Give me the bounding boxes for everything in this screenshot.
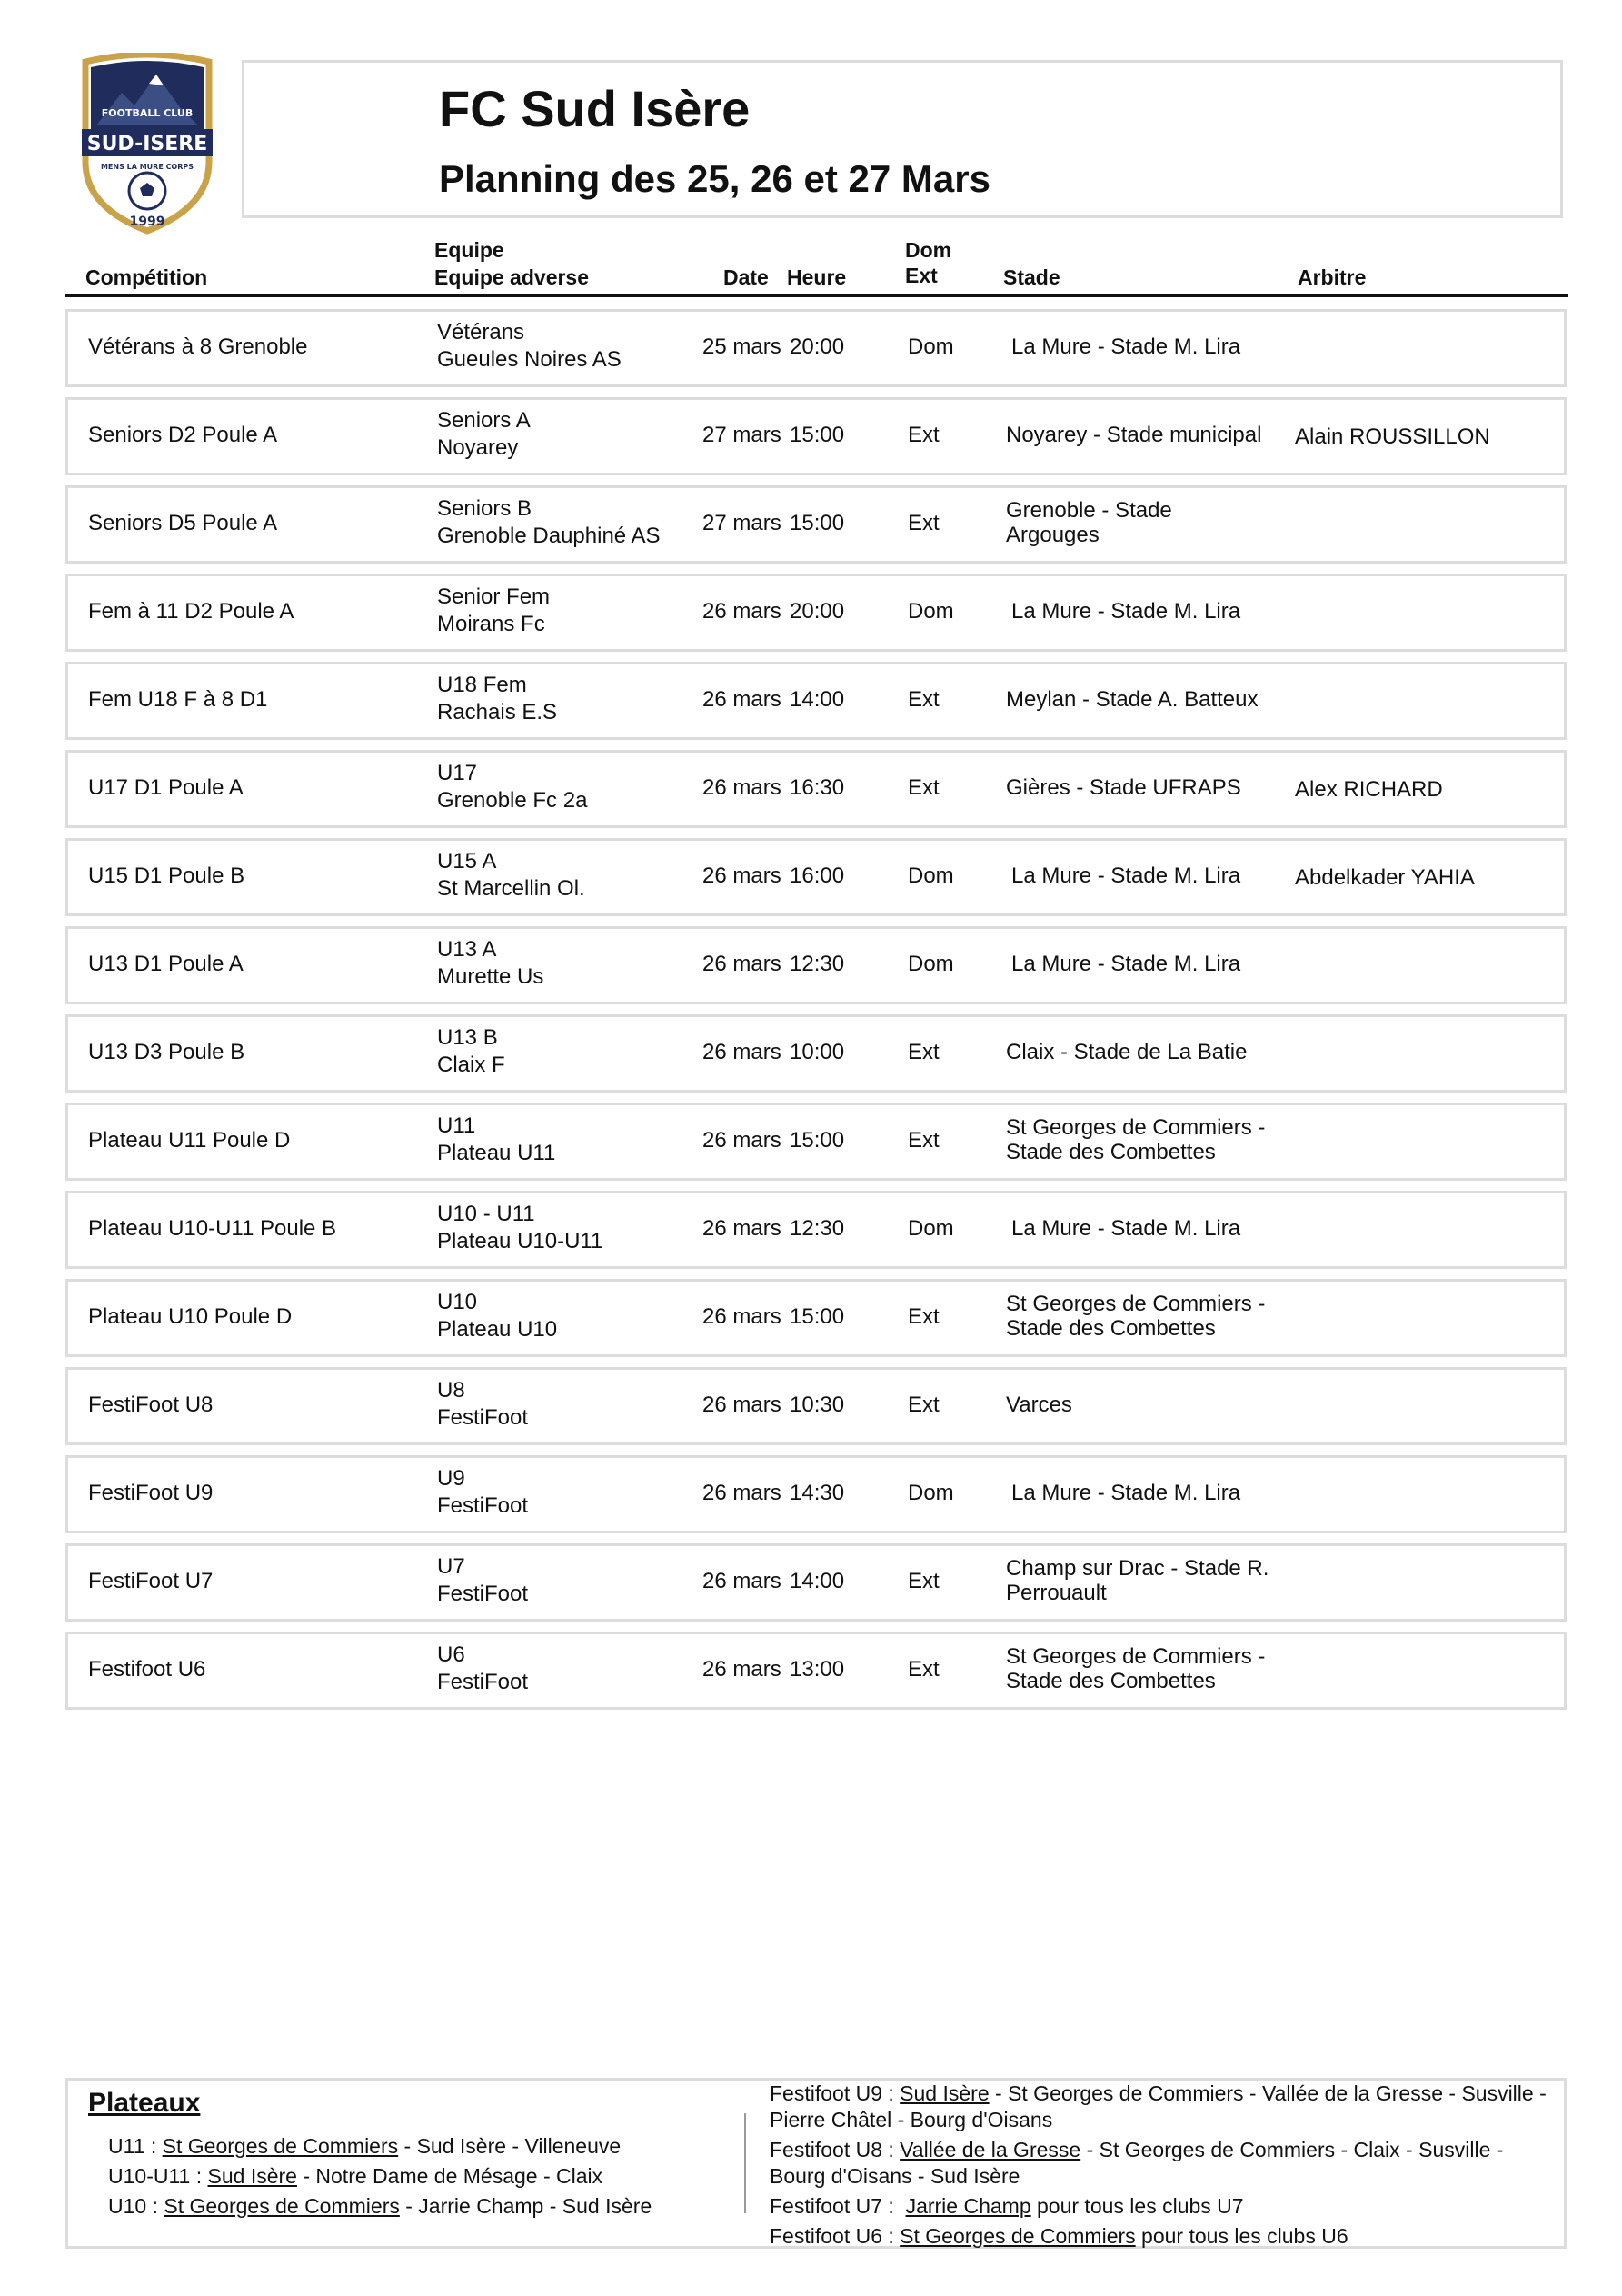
- team-cell: [437, 760, 587, 814]
- competition-cell: Fem à 11 D2 Poule A: [88, 599, 294, 624]
- time-cell: 15:00: [790, 423, 845, 447]
- team-cell: [437, 1024, 505, 1079]
- plateau-entry: [108, 2131, 652, 2161]
- team-name: U9: [437, 1466, 465, 1491]
- home-away-cell: Dom: [908, 863, 954, 888]
- page-title: FC Sud Isère: [439, 80, 751, 137]
- team-cell: [437, 672, 557, 726]
- team-cell: [437, 848, 585, 903]
- stadium-cell: Varces: [1006, 1393, 1072, 1417]
- plateaux-left-list: [108, 2131, 652, 2221]
- club-logo: [78, 53, 216, 235]
- festifoot-entry: [770, 2137, 1551, 2190]
- opponent-name: Plateau U10: [437, 1317, 558, 1342]
- table-row: [65, 838, 1567, 916]
- competition-cell: Plateau U11 Poule D: [88, 1128, 291, 1153]
- plateau-category: U10 :: [108, 2194, 164, 2218]
- referee-cell: Alex RICHARD: [1295, 777, 1443, 802]
- stadium-cell: [1006, 1644, 1265, 1693]
- team-cell: [437, 1553, 528, 1608]
- stadium-cell: La Mure - Stade M. Lira: [1011, 1216, 1241, 1241]
- logo-towns: MENS LA MURE CORPS: [100, 163, 194, 171]
- stadium-cell: [1006, 1115, 1265, 1164]
- festifoot-clubs: - St Georges de Commiers - Claix - Susville - Bourg d'Oisans - Sud Isère: [770, 2138, 1504, 2188]
- date-cell: 26 mars: [702, 1569, 781, 1593]
- date-cell: 27 mars: [702, 511, 781, 535]
- home-away-cell: Ext: [908, 687, 940, 712]
- date-cell: 26 mars: [702, 1481, 781, 1505]
- time-cell: 16:00: [790, 863, 845, 888]
- stadium-cell: Claix - Stade de La Batie: [1006, 1040, 1248, 1064]
- team-cell: [437, 319, 622, 374]
- stadium-line: St Georges de Commiers -: [1006, 1292, 1266, 1316]
- stadium-line: Perrouault: [1006, 1581, 1107, 1605]
- table-row: [65, 1455, 1567, 1533]
- team-name: U8: [437, 1378, 465, 1403]
- plateau-host: Sud Isère: [207, 2164, 297, 2188]
- time-cell: 12:30: [790, 952, 845, 976]
- festifoot-host: St Georges de Commiers: [900, 2224, 1136, 2248]
- date-cell: 26 mars: [702, 599, 781, 624]
- stadium-line: Champ sur Drac - Stade R.: [1006, 1556, 1269, 1581]
- opponent-name: Plateau U11: [437, 1141, 556, 1165]
- competition-cell: FestiFoot U9: [88, 1481, 214, 1505]
- table-row: [65, 485, 1567, 564]
- stadium-line: Grenoble - Stade: [1006, 498, 1172, 523]
- festifoot-entry: [770, 2223, 1551, 2250]
- opponent-name: Claix F: [437, 1053, 505, 1077]
- date-cell: 26 mars: [702, 1128, 781, 1153]
- festifoot-clubs: pour tous les clubs U6: [1135, 2224, 1348, 2248]
- stadium-line: St Georges de Commiers -: [1006, 1115, 1266, 1140]
- page-subtitle: Planning des 25, 26 et 27 Mars: [439, 157, 990, 200]
- col-dom: Dom: [905, 238, 952, 262]
- team-name: U10 - U11: [437, 1202, 535, 1226]
- team-name: U6: [437, 1642, 465, 1667]
- date-cell: 27 mars: [702, 423, 781, 447]
- home-away-cell: Dom: [908, 1216, 954, 1241]
- stadium-cell: Noyarey - Stade municipal: [1006, 423, 1262, 447]
- opponent-name: FestiFoot: [437, 1582, 529, 1606]
- date-cell: 26 mars: [702, 1393, 781, 1417]
- stadium-cell: La Mure - Stade M. Lira: [1011, 952, 1241, 976]
- team-name: Senior Fem: [437, 584, 551, 609]
- opponent-name: Plateau U10-U11: [437, 1229, 603, 1253]
- time-cell: 12:30: [790, 1216, 845, 1241]
- plateau-clubs: - Notre Dame de Mésage - Claix: [296, 2164, 603, 2188]
- stadium-line: Stade des Combettes: [1006, 1140, 1216, 1164]
- table-row: [65, 397, 1567, 475]
- home-away-cell: Dom: [908, 1481, 954, 1505]
- time-cell: 13:00: [790, 1657, 845, 1682]
- competition-cell: Seniors D2 Poule A: [88, 423, 278, 447]
- stadium-cell: [1006, 1292, 1265, 1341]
- col-equipe-adverse: Equipe adverse: [434, 265, 590, 289]
- stadium-line: Stade des Combettes: [1006, 1669, 1216, 1693]
- team-cell: [437, 1377, 528, 1432]
- table-row: [65, 1014, 1567, 1093]
- date-cell: 26 mars: [702, 952, 781, 976]
- plateaux-right-list: [770, 2081, 1551, 2253]
- date-cell: 26 mars: [702, 1216, 781, 1241]
- col-stade: Stade: [1003, 265, 1060, 289]
- team-cell: [437, 1465, 528, 1520]
- stadium-line: Stade des Combettes: [1006, 1316, 1216, 1341]
- team-name: U17: [437, 761, 478, 785]
- team-name: Seniors A: [437, 408, 531, 433]
- competition-cell: U13 D3 Poule B: [88, 1040, 245, 1064]
- table-row: [65, 1632, 1567, 1710]
- opponent-name: St Marcellin Ol.: [437, 876, 585, 901]
- title-box: [242, 60, 1563, 218]
- col-ext: Ext: [905, 264, 938, 287]
- plateau-host: St Georges de Commiers: [164, 2194, 400, 2218]
- time-cell: 14:30: [790, 1481, 845, 1505]
- team-name: U13 B: [437, 1025, 498, 1050]
- home-away-cell: Ext: [908, 1569, 940, 1593]
- competition-cell: Festifoot U6: [88, 1657, 206, 1682]
- col-competition: Compétition: [85, 265, 208, 289]
- table-row: [65, 662, 1567, 740]
- stadium-line: St Georges de Commiers -: [1006, 1644, 1266, 1669]
- opponent-name: Grenoble Dauphiné AS: [437, 524, 661, 548]
- table-row: [65, 574, 1567, 652]
- referee-cell: Abdelkader YAHIA: [1295, 865, 1475, 890]
- team-name: Vétérans: [437, 320, 525, 344]
- time-cell: 10:00: [790, 1040, 845, 1064]
- festifoot-host: Vallée de la Gresse: [900, 2138, 1081, 2161]
- competition-cell: FestiFoot U7: [88, 1569, 214, 1593]
- team-name: U15 A: [437, 849, 497, 873]
- table-row: [65, 750, 1567, 828]
- plateaux-box: [65, 2078, 1567, 2249]
- festifoot-category: Festifoot U6 :: [770, 2224, 901, 2248]
- opponent-name: Grenoble Fc 2a: [437, 788, 588, 813]
- home-away-cell: Ext: [908, 1040, 940, 1064]
- col-equipe: Equipe: [434, 238, 504, 262]
- col-heure: Heure: [787, 265, 847, 289]
- time-cell: 15:00: [790, 511, 845, 535]
- team-cell: [437, 584, 550, 638]
- opponent-name: Gueules Noires AS: [437, 347, 622, 372]
- home-away-cell: Ext: [908, 423, 940, 447]
- team-cell: [437, 1201, 602, 1255]
- stadium-cell: La Mure - Stade M. Lira: [1011, 334, 1241, 359]
- team-name: U10: [437, 1290, 478, 1314]
- home-away-cell: Ext: [908, 775, 940, 800]
- table-row: [65, 309, 1567, 387]
- table-row: [65, 926, 1567, 1004]
- team-name: U7: [437, 1554, 465, 1579]
- stadium-cell: [1006, 498, 1172, 547]
- table-row: [65, 1191, 1567, 1269]
- opponent-name: FestiFoot: [437, 1405, 529, 1430]
- plateaux-divider: [744, 2113, 746, 2213]
- competition-cell: Plateau U10-U11 Poule B: [88, 1216, 337, 1241]
- time-cell: 15:00: [790, 1304, 845, 1329]
- time-cell: 20:00: [790, 334, 845, 359]
- date-cell: 25 mars: [702, 334, 781, 359]
- stadium-cell: Meylan - Stade A. Batteux: [1006, 687, 1259, 712]
- festifoot-category: Festifoot U7 :: [770, 2194, 906, 2218]
- competition-cell: Plateau U10 Poule D: [88, 1304, 293, 1329]
- time-cell: 15:00: [790, 1128, 845, 1153]
- plateau-category: U10-U11 :: [108, 2164, 208, 2188]
- header-divider: [65, 294, 1568, 297]
- opponent-name: Moirans Fc: [437, 612, 545, 636]
- home-away-cell: Ext: [908, 1393, 940, 1417]
- competition-cell: U17 D1 Poule A: [88, 775, 244, 800]
- logo-banner: SUD-ISERE: [86, 133, 208, 155]
- plateau-clubs: - Jarrie Champ - Sud Isère: [399, 2194, 652, 2218]
- home-away-cell: Dom: [908, 334, 954, 359]
- stadium-cell: La Mure - Stade M. Lira: [1011, 599, 1241, 624]
- home-away-cell: Ext: [908, 1304, 940, 1329]
- home-away-cell: Ext: [908, 511, 940, 535]
- logo-year: 1999: [129, 215, 165, 229]
- team-name: U18 Fem: [437, 673, 527, 697]
- home-away-cell: Ext: [908, 1657, 940, 1682]
- stadium-cell: La Mure - Stade M. Lira: [1011, 863, 1241, 888]
- festifoot-clubs: pour tous les clubs U7: [1030, 2194, 1244, 2218]
- team-cell: [437, 936, 543, 991]
- team-cell: [437, 1113, 555, 1167]
- team-name: U13 A: [437, 937, 497, 962]
- team-cell: [437, 495, 661, 550]
- date-cell: 26 mars: [702, 687, 781, 712]
- stadium-line: Argouges: [1006, 523, 1100, 547]
- festifoot-entry: [770, 2081, 1551, 2133]
- home-away-cell: Ext: [908, 1128, 940, 1153]
- competition-cell: Vétérans à 8 Grenoble: [88, 334, 308, 359]
- competition-cell: Seniors D5 Poule A: [88, 511, 278, 535]
- competition-cell: FestiFoot U8: [88, 1393, 214, 1417]
- time-cell: 14:00: [790, 687, 845, 712]
- time-cell: 20:00: [790, 599, 845, 624]
- competition-cell: U13 D1 Poule A: [88, 952, 244, 976]
- team-name: Seniors B: [437, 496, 532, 521]
- plateaux-title: Plateaux: [88, 2088, 201, 2118]
- time-cell: 16:30: [790, 775, 845, 800]
- plateau-clubs: - Sud Isère - Villeneuve: [398, 2134, 622, 2158]
- team-cell: [437, 1289, 557, 1343]
- referee-cell: Alain ROUSSILLON: [1295, 424, 1490, 449]
- date-cell: 26 mars: [702, 775, 781, 800]
- time-cell: 10:30: [790, 1393, 845, 1417]
- date-cell: 26 mars: [702, 1657, 781, 1682]
- table-row: [65, 1543, 1567, 1622]
- opponent-name: Murette Us: [437, 964, 544, 989]
- date-cell: 26 mars: [702, 1040, 781, 1064]
- home-away-cell: Dom: [908, 599, 954, 624]
- stadium-cell: [1006, 1556, 1269, 1605]
- competition-cell: Fem U18 F à 8 D1: [88, 687, 268, 712]
- opponent-name: Noyarey: [437, 435, 519, 460]
- logo-top-text: FOOTBALL CLUB: [101, 107, 194, 119]
- opponent-name: FestiFoot: [437, 1493, 529, 1518]
- festifoot-category: Festifoot U9 :: [770, 2081, 901, 2105]
- festifoot-clubs: - St Georges de Commiers - Vallée de la Gresse - Susville - Pierre Châtel - Bourg d'Oisans: [770, 2081, 1547, 2131]
- team-name: U11: [437, 1113, 476, 1138]
- team-cell: [437, 1642, 528, 1696]
- home-away-cell: Dom: [908, 952, 954, 976]
- time-cell: 14:00: [790, 1569, 845, 1593]
- competition-cell: U15 D1 Poule B: [88, 863, 245, 888]
- festifoot-category: Festifoot U8 :: [770, 2138, 901, 2161]
- table-row: [65, 1367, 1567, 1445]
- stadium-cell: La Mure - Stade M. Lira: [1011, 1481, 1241, 1505]
- col-date: Date: [723, 265, 769, 289]
- festifoot-host: Jarrie Champ: [905, 2194, 1031, 2218]
- date-cell: 26 mars: [702, 863, 781, 888]
- opponent-name: FestiFoot: [437, 1670, 529, 1694]
- team-cell: [437, 407, 531, 462]
- stadium-cell: Gières - Stade UFRAPS: [1006, 775, 1241, 800]
- plateau-entry: [108, 2191, 652, 2221]
- festifoot-entry: [770, 2193, 1551, 2220]
- plateau-host: St Georges de Commiers: [162, 2134, 399, 2158]
- opponent-name: Rachais E.S: [437, 700, 558, 724]
- festifoot-host: Sud Isère: [900, 2081, 990, 2105]
- date-cell: 26 mars: [702, 1304, 781, 1329]
- table-row: [65, 1103, 1567, 1181]
- plateau-category: U11 :: [108, 2134, 163, 2158]
- col-arbitre: Arbitre: [1298, 265, 1367, 289]
- plateau-entry: [108, 2161, 652, 2191]
- table-row: [65, 1279, 1567, 1357]
